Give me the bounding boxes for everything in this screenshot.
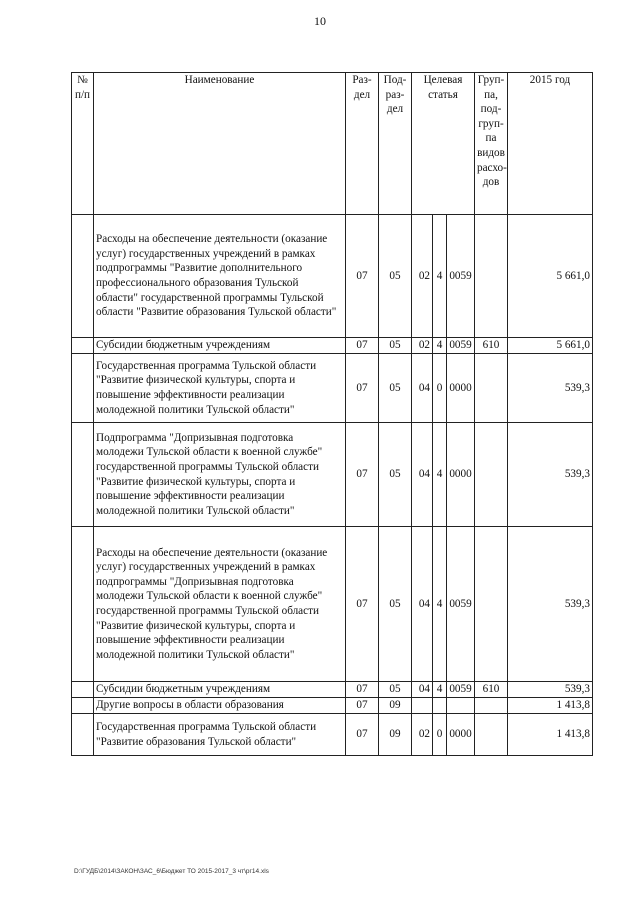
cell-razdel: 07 (346, 354, 379, 423)
cell-target-subprogram: 0 (433, 714, 447, 756)
cell-target-direction: 0000 (447, 714, 475, 756)
cell-target-subprogram: 4 (433, 527, 447, 682)
cell-razdel: 07 (346, 698, 379, 714)
cell-target-direction: 0059 (447, 682, 475, 698)
table-row (72, 714, 593, 756)
cell-podrazdel: 09 (379, 714, 412, 756)
cell-podrazdel: 05 (379, 338, 412, 354)
cell-expense-group (475, 527, 508, 682)
cell-target-subprogram: 4 (433, 423, 447, 527)
table-row (72, 698, 593, 714)
cell-amount-2015: 539,3 (508, 682, 593, 698)
cell-target-direction: 0059 (447, 215, 475, 338)
cell-target-direction: 0000 (447, 423, 475, 527)
cell-target-program: 02 (412, 338, 433, 354)
cell-expense-group (475, 215, 508, 338)
cell-name: Субсидии бюджетным учреждениям (94, 338, 346, 354)
cell-target-direction (447, 698, 475, 714)
cell-name: Расходы на обеспечение деятельности (оказание услуг) государственных учреждений в рамках подпрограммы "Допризывная подготовка молодежи Тульской области к военной службе" государственной программы Тульской области "Развитие физической культуры, спорта и повышение эффективности реализации молодежной политики Тульской области" (94, 527, 346, 682)
cell-name: Субсидии бюджетным учреждениям (94, 682, 346, 698)
cell-num (72, 698, 94, 714)
cell-razdel: 07 (346, 682, 379, 698)
header-target-article: Целевая статья (412, 73, 475, 215)
cell-target-subprogram: 4 (433, 338, 447, 354)
cell-num (72, 423, 94, 527)
cell-name: Подпрограмма "Допризывная подготовка молодежи Тульской области к военной службе" государственной программы Тульской области "Развитие физической культуры, спорта и повышение эффективности реализации молодежной политики Тульской области" (94, 423, 346, 527)
cell-target-program: 04 (412, 682, 433, 698)
table-row (72, 338, 593, 354)
cell-razdel: 07 (346, 338, 379, 354)
cell-expense-group: 610 (475, 682, 508, 698)
cell-amount-2015: 539,3 (508, 354, 593, 423)
cell-num (72, 527, 94, 682)
table-row (72, 527, 593, 682)
cell-target-direction: 0059 (447, 527, 475, 682)
cell-amount-2015: 1 413,8 (508, 714, 593, 756)
cell-amount-2015: 539,3 (508, 527, 593, 682)
cell-name: Другие вопросы в области образования (94, 698, 346, 714)
cell-razdel: 07 (346, 714, 379, 756)
cell-amount-2015: 539,3 (508, 423, 593, 527)
cell-target-program: 02 (412, 215, 433, 338)
header-year: 2015 год (508, 73, 593, 215)
cell-target-subprogram: 4 (433, 215, 447, 338)
cell-name: Расходы на обеспечение деятельности (оказание услуг) государственных учреждений в рамках подпрограммы "Развитие дополнительного профессионального образования Тульской области" государственной программы Тульской области "Развитие образования Тульской области" (94, 215, 346, 338)
cell-num (72, 714, 94, 756)
cell-target-program: 04 (412, 527, 433, 682)
table-row (72, 354, 593, 423)
table-header-row (72, 73, 593, 215)
cell-razdel: 07 (346, 423, 379, 527)
cell-name: Государственная программа Тульской области "Развитие физической культуры, спорта и повышение эффективности реализации молодежной политики Тульской области" (94, 354, 346, 423)
cell-target-subprogram: 4 (433, 682, 447, 698)
header-razdel: Раз-дел (346, 73, 379, 215)
cell-podrazdel: 05 (379, 423, 412, 527)
header-podrazdel: Под-раз-дел (379, 73, 412, 215)
cell-target-program: 02 (412, 714, 433, 756)
cell-amount-2015: 1 413,8 (508, 698, 593, 714)
header-num: № п/п (72, 73, 94, 215)
cell-target-program: 04 (412, 354, 433, 423)
cell-expense-group (475, 423, 508, 527)
cell-expense-group (475, 354, 508, 423)
table-row (72, 682, 593, 698)
cell-target-direction: 0059 (447, 338, 475, 354)
cell-expense-group (475, 698, 508, 714)
cell-target-direction: 0000 (447, 354, 475, 423)
cell-podrazdel: 09 (379, 698, 412, 714)
cell-num (72, 682, 94, 698)
cell-target-subprogram (433, 698, 447, 714)
cell-name: Государственная программа Тульской области "Развитие образования Тульской области" (94, 714, 346, 756)
cell-num (72, 215, 94, 338)
header-name: Наименование (94, 73, 346, 215)
cell-razdel: 07 (346, 527, 379, 682)
cell-podrazdel: 05 (379, 215, 412, 338)
cell-num (72, 354, 94, 423)
cell-podrazdel: 05 (379, 527, 412, 682)
page-number: 10 (314, 14, 326, 28)
cell-expense-group (475, 714, 508, 756)
cell-amount-2015: 5 661,0 (508, 338, 593, 354)
cell-razdel: 07 (346, 215, 379, 338)
cell-target-program: 04 (412, 423, 433, 527)
table-row (72, 423, 593, 527)
budget-table (71, 72, 593, 756)
cell-expense-group: 610 (475, 338, 508, 354)
cell-podrazdel: 05 (379, 682, 412, 698)
cell-podrazdel: 05 (379, 354, 412, 423)
table-body (72, 215, 593, 756)
cell-target-program (412, 698, 433, 714)
header-expense-group: Груп-па, под-груп-па видов расхо-дов (475, 73, 508, 215)
cell-target-subprogram: 0 (433, 354, 447, 423)
table-row (72, 215, 593, 338)
file-path-footer: D:\ГУДБ\2014\ЗАКОН\ЗАС_6\Бюджет ТО 2015-2017_3 чт\рг14.xls (74, 868, 269, 875)
cell-amount-2015: 5 661,0 (508, 215, 593, 338)
cell-num (72, 338, 94, 354)
